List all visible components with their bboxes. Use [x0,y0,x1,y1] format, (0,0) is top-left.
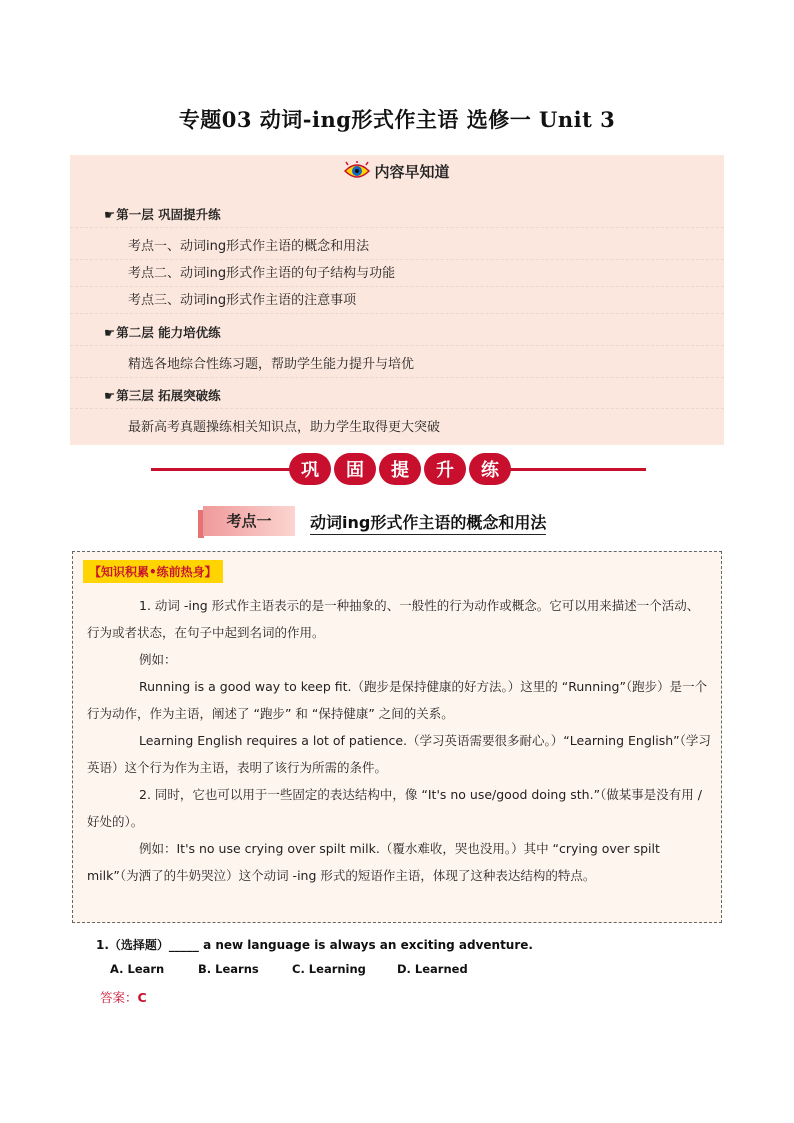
option-d: D. Learned [397,962,468,976]
option-c: C. Learning [292,962,366,976]
knowledge-box [72,551,722,923]
toc-heading-text: 内容早知道 [374,163,450,181]
pointing-hand-icon: ☛ [104,325,116,340]
banner-char: 固 [334,453,376,485]
eye-icon [344,161,370,185]
toc-item-1: 考点一、动词ing形式作主语的概念和用法 [70,233,724,260]
banner-line-right [508,468,646,471]
toc-item-2: 考点二、动词ing形式作主语的句子结构与功能 [70,260,724,287]
banner-char: 练 [469,453,511,485]
kaodian-title: 动词ing形式作主语的概念和用法 [310,510,546,535]
toc-level-1-label: 第一层 巩固提升练 [116,207,221,222]
answer-line [100,988,147,1006]
toc-level-3-label: 第三层 拓展突破练 [116,388,221,403]
toc-item-3: 考点三、动词ing形式作主语的注意事项 [70,287,724,314]
knowledge-paragraph-2: 例如： [139,652,177,667]
toc-box [70,155,724,445]
banner-char: 巩 [289,453,331,485]
toc-item-5: 最新高考真题操练相关知识点，助力学生取得更大突破 [128,420,441,435]
knowledge-paragraph-6: 例如：It's no use crying over spilt milk.（覆水难收，哭也没用。）其中 “crying over spilt milk”（为洒了的牛奶哭泣）这个动词 -ing 形式的短语作主语，体现了这种表达结构的特点。 [87,841,660,883]
page-title: 专题03 动词-ing形式作主语 选修一 Unit 3 [178,107,616,132]
toc-level-2 [70,319,724,346]
toc-heading [70,161,724,185]
pointing-hand-icon: ☛ [104,207,116,222]
knowledge-paragraph-1: 1. 动词 -ing 形式作主语表示的是一种抽象的、一般性的行为动作或概念。它可以用来描述一个活动、行为或者状态，在句子中起到名词的作用。 [87,598,700,640]
toc-level-1 [70,201,724,228]
banner-line-left [151,468,291,471]
toc-level-2-label: 第二层 能力培优练 [116,325,221,340]
option-b: B. Learns [198,962,259,976]
kaodian-tag: 考点一 [203,506,295,536]
knowledge-tag: 【知识积累•练前热身】 [83,560,223,583]
answer-label: 答案： [100,990,138,1005]
knowledge-paragraph-3: Running is a good way to keep fit.（跑步是保持健康的好方法。）这里的 “Running”（跑步）是一个行为动作，作为主语，阐述了 “跑步” 和 “保持健康” 之间的关系。 [87,679,708,721]
banner-char: 升 [424,453,466,485]
banner-char: 提 [379,453,421,485]
knowledge-paragraph-4: Learning English requires a lot of patience.（学习英语需要很多耐心。）“Learning English”（学习英语）这个行为作为主语，表明了该行为所需的条件。 [87,733,711,775]
option-a: A. Learn [110,962,165,976]
toc-level-3 [70,382,724,409]
section-banner [289,452,511,486]
answer-value: C [137,990,147,1005]
toc-item-4: 精选各地综合性练习题，帮助学生能力提升与培优 [70,351,724,378]
question-stem: 1.（选择题）_____ a new language is always an exciting adventure. [96,938,533,952]
knowledge-paragraph-5: 2. 同时，它也可以用于一些固定的表达结构中，像 “It's no use/good doing sth.”（做某事是没有用 / 好处的）。 [87,787,702,829]
pointing-hand-icon: ☛ [104,388,116,403]
